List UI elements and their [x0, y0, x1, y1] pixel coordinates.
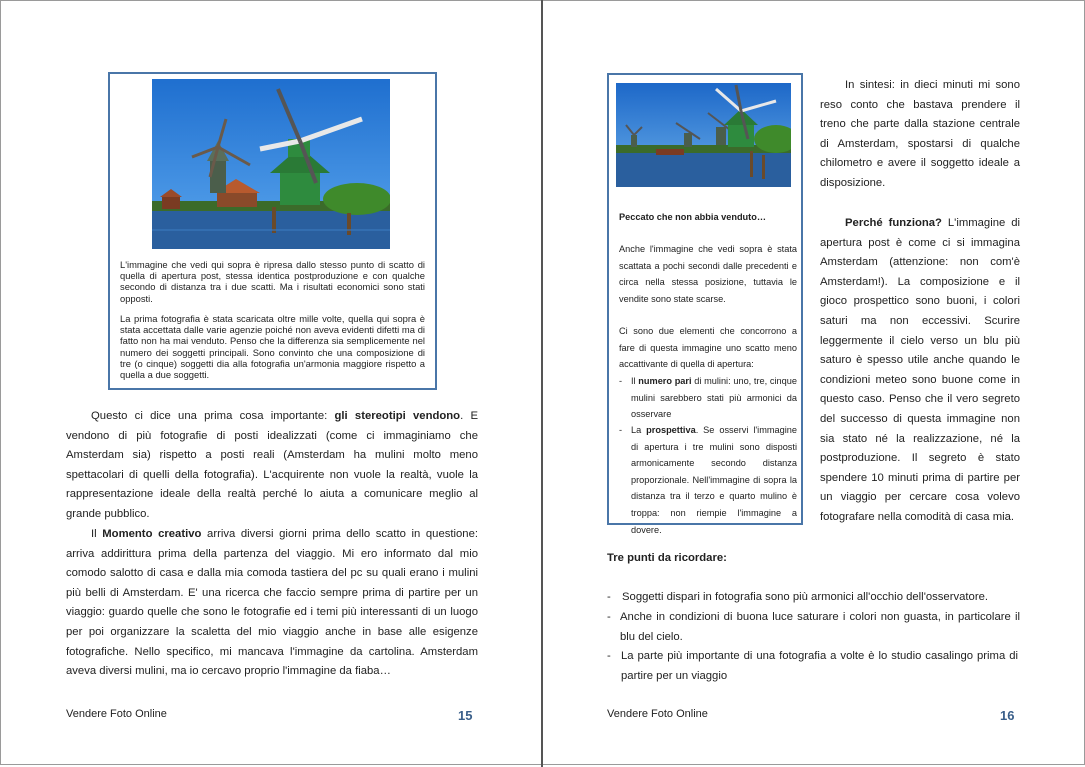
- bold-text: prospettiva: [646, 425, 696, 435]
- windmills-photo-icon: [616, 83, 791, 187]
- footer-title: Vendere Foto Online: [607, 708, 708, 720]
- text-run: L'immagine di apertura post è come ci si immagina Amsterdam (attenzione: non com'è Amsterdam!). La composizione e il gioco prospettico sono buoni, i colori saturi ma non eccessivi. Scurire leggermente il cielo verso un blu più saturo è spesso utile anche quando le condizioni meteo sono buone come in questo caso. Penso che il vero segreto del successo di questa immagine non sia stato né la realizzazione, né la postproduzione. Il segreto è stato spendere 10 minuti prima di partire per un viaggio per cercare cosa volevo fotografare nella comodità di casa mia.: [820, 217, 1021, 523]
- windmills-photo-icon: [152, 79, 390, 249]
- body-paragraph: [820, 214, 1020, 528]
- callout-paragraph: Ci sono due elementi che concorrono a fare di questa immagine uno scatto meno accattivante di quella di apertura:: [619, 326, 797, 370]
- body-paragraph: [66, 525, 478, 682]
- page-divider: [541, 0, 543, 767]
- list-bullet: -: [607, 611, 611, 623]
- text-run: Il: [91, 528, 103, 540]
- photo-caption-paragraph: La prima fotografia è stata scaricata oltre mille volte, quella qui sopra è stata accettata dalle varie agenzie poiché non aveva evidenti difetti ma di fatto non ha mai venduto. Penso che la differenza sia semplicemente nel numero dei soggetti principali. Sono convinto che una composizione di tre (o cinque) soggetti dia alla fotografia un'armonia maggiore rispetto a quella a due soggetti.: [120, 313, 425, 381]
- list-bullet: -: [619, 376, 623, 386]
- callout-paragraph: Anche l'immagine che vedi sopra è stata scattata a pochi secondi dalle precedenti e circa nella stessa posizione, tuttavia le vendite sono state scarse.: [619, 244, 797, 304]
- page-number: 16: [1000, 708, 1015, 723]
- text-run: La: [631, 425, 647, 435]
- list-item: [631, 373, 797, 423]
- list-bullet: -: [607, 650, 611, 662]
- list-item: Soggetti dispari in fotografia sono più armonici all'occhio dell'osservatore.: [622, 591, 989, 603]
- footer-title: Vendere Foto Online: [66, 708, 167, 720]
- text-run: Questo ci dice una prima cosa importante:: [91, 410, 335, 422]
- bold-text: gli stereotipi vendono: [334, 410, 461, 422]
- list-item: La parte più importante di una fotografia a volte è lo studio casalingo prima di partire per un viaggio: [621, 650, 1018, 682]
- text-run: di mulini: uno, tre, cinque mulini sarebbero stati più armonici da osservare: [631, 376, 797, 420]
- text-run: . Se osservi l'immagine di apertura i tre mulini sono disposti armonicamente secondo distanza proporzionale. Nell'immagine di sopra la distanza tra il terzo e quarto mulino è troppa: non riempie l'immagine a dovere.: [631, 425, 797, 535]
- list-bullet: -: [607, 591, 611, 603]
- bold-text: numero pari: [638, 376, 692, 386]
- list-bullet: -: [619, 425, 623, 435]
- list-item: [631, 422, 797, 538]
- body-paragraph: [66, 407, 478, 525]
- windmills-photo: [616, 83, 791, 187]
- bold-text: Perché funziona?: [845, 217, 942, 229]
- bold-text: Momento creativo: [102, 528, 202, 540]
- list-item: Anche in condizioni di buona luce saturare i colori non guasta, in particolare il blu del cielo.: [620, 611, 1020, 643]
- text-run: Il: [631, 376, 639, 386]
- photo-caption-paragraph: L'immagine che vedi qui sopra è ripresa dallo stesso punto di scatto di quella di apertura post, stessa identica postproduzione e con qualche secondo di distanza tra i due scatti. Ma i risultati economici sono stati opposti.: [120, 259, 425, 304]
- page-number: 15: [458, 708, 473, 723]
- body-paragraph: In sintesi: in dieci minuti mi sono reso conto che bastava prendere il treno che parte dalla stazione centrale di Amsterdam, spostarsi di qualche chilometro e avere il soggetto ideale a disposizione.: [820, 79, 1020, 189]
- section-heading: Tre punti da ricordare:: [607, 552, 727, 564]
- callout-title: Peccato che non abbia venduto…: [619, 212, 767, 222]
- text-run: arriva diversi giorni prima dello scatto in questione: arriva addirittura prima della partenza del viaggio. Mi ero informato dal mio comodo salotto di casa e dalla mia comoda tastiera del pc su quali erano i mulini più belli di Amsterdam. E' una ricerca che faccio sempre prima di partire per un viaggio: guardo quelle che sono le fotografie ed i temi più interessanti di un luogo per poi organizzare la scaletta del mio viaggio anche in base alle esigenze fotografiche. Nello specifico, mi mancava l'immagine da cartolina. Amsterdam aveva diversi mulini, ma io cercavo proprio l'immagine da fiaba…: [66, 528, 479, 678]
- windmills-photo: [152, 79, 390, 249]
- text-run: . E vendono di più fotografie di posti idealizzati (come ci immaginiamo che Amsterdam sia) rispetto a posti reali (Amsterdam ha mulini molto meno spettacolari di quelli della fotografia). L'acquirente non vuole la realtà, vuole la rappresentazione ideale della realtà perché lo aiuta a comunicare meglio al grande pubblico.: [66, 410, 479, 520]
